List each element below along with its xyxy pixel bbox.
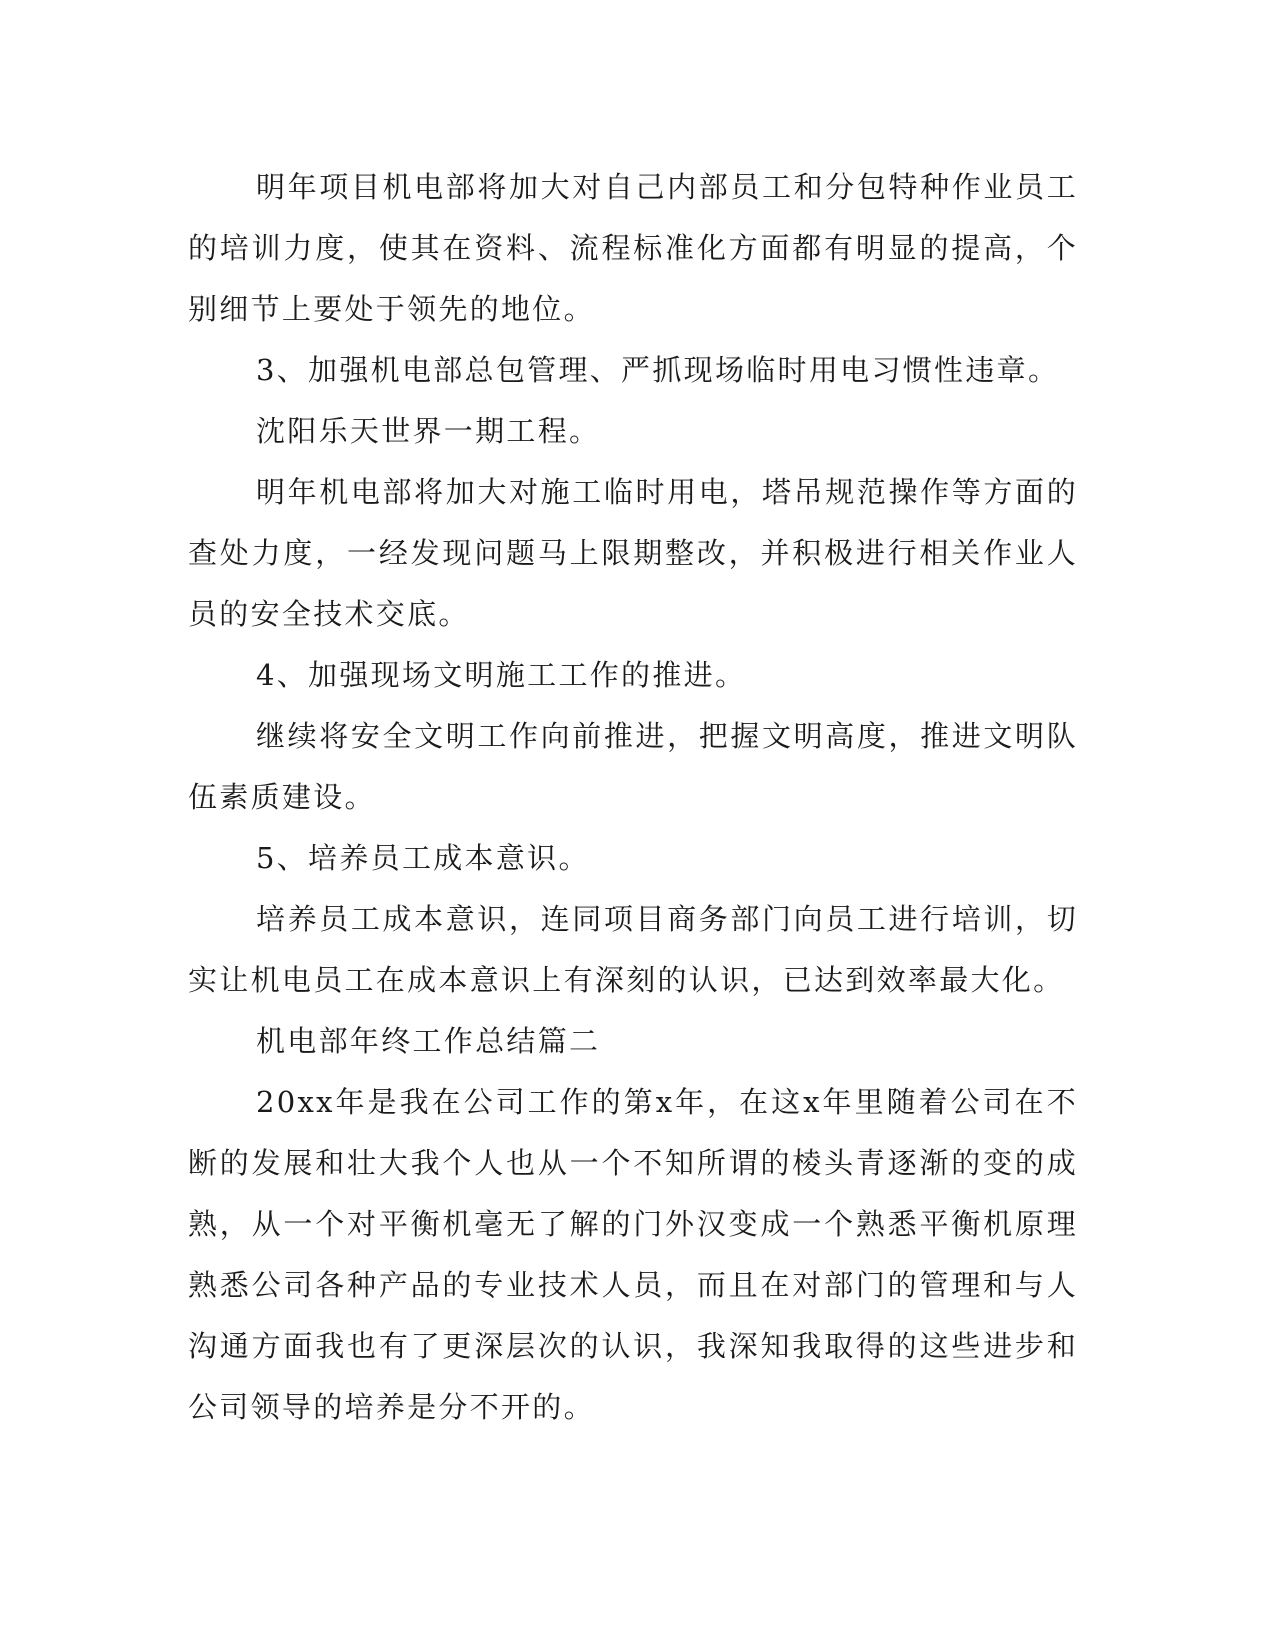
document-body	[188, 157, 1078, 1438]
heading-item-5: 5、培养员工成本意识。	[256, 841, 590, 875]
paragraph-personal-summary: 20xx年是我在公司工作的第x年，在这x年里随着公司在不断的发展和壮大我个人也从一个不知所谓的棱头青逐渐的变的成熟，从一个对平衡机毫无了解的门外汉变成一个熟悉平衡机原理熟悉公司各种产品的专业技术人员，而且在对部门的管理和与人沟通方面我也有了更深层次的认识，我深知我取得的这些进步和公司领导的培养是分不开的。	[188, 1085, 1078, 1424]
section-title-part-two: 机电部年终工作总结篇二	[256, 1024, 601, 1058]
paragraph-project-name: 沈阳乐天世界一期工程。	[256, 414, 601, 448]
paragraph-training: 明年项目机电部将加大对自己内部员工和分包特种作业员工的培训力度，使其在资料、流程标准化方面都有明显的提高，个别细节上要处于领先的地位。	[188, 170, 1078, 326]
heading-item-4: 4、加强现场文明施工工作的推进。	[256, 658, 747, 692]
paragraph-electrical-safety: 明年机电部将加大对施工临时用电，塔吊规范操作等方面的查处力度，一经发现问题马上限期整改，并积极进行相关作业人员的安全技术交底。	[188, 475, 1078, 631]
heading-item-3: 3、加强机电部总包管理、严抓现场临时用电习惯性违章。	[256, 353, 1060, 387]
paragraph-civilized-construction: 继续将安全文明工作向前推进，把握文明高度，推进文明队伍素质建设。	[188, 719, 1078, 814]
paragraph-cost-awareness: 培养员工成本意识，连同项目商务部门向员工进行培训，切实让机电员工在成本意识上有深刻的认识，已达到效率最大化。	[188, 902, 1078, 997]
